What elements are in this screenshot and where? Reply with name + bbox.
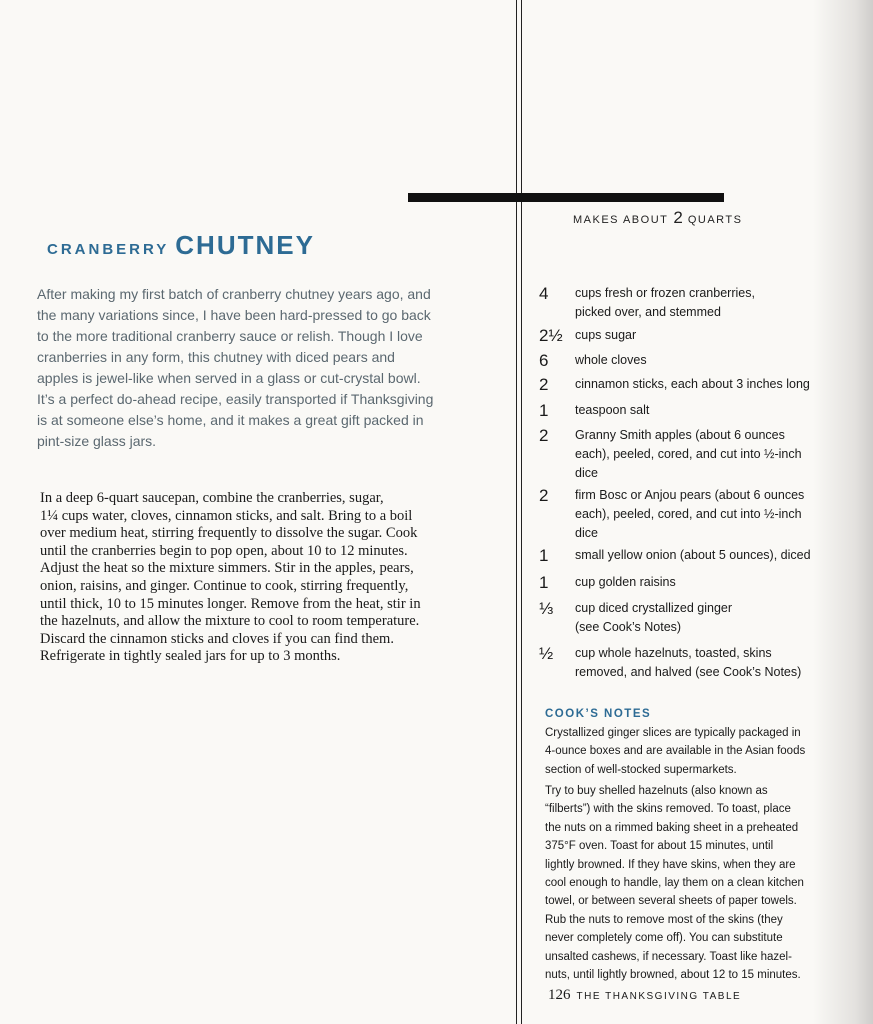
intro-line: cranberries in any form, this chutney with diced pears and — [37, 349, 395, 365]
ingredient-desc: cups fresh or frozen cranberries, picked over, and stemmed — [575, 286, 755, 319]
recipe-title — [47, 230, 315, 261]
ingredient-desc: small yellow onion (about 5 ounces), diced — [575, 548, 811, 562]
header-rule — [408, 193, 724, 202]
recipe-intro — [37, 284, 497, 452]
ingredient-item — [539, 546, 839, 565]
intro-line: pint-size glass jars. — [37, 433, 157, 449]
ingredient-item — [539, 486, 839, 543]
ingredient-item — [539, 284, 839, 322]
yield-amount: 2 — [673, 208, 683, 227]
ingredient-desc: whole cloves — [575, 353, 647, 367]
ingredient-desc: cinnamon sticks, each about 3 inches long — [575, 377, 810, 391]
method-line: until thick, 10 to 15 minutes longer. Remove from the heat, stir in — [40, 595, 421, 612]
recipe-title-large: CHUTNEY — [175, 230, 315, 260]
ingredient-qty: 2 — [539, 375, 549, 394]
ingredient-desc: firm Bosc or Anjou pears (about 6 ounces each), peeled, cored, and cut into ½-inch dice — [575, 488, 805, 540]
ingredient-qty: 2 — [539, 486, 549, 505]
ingredient-qty: ⅓ — [539, 599, 554, 618]
ingredient-qty: 6 — [539, 351, 549, 370]
recipe-method — [40, 490, 480, 666]
recipe-title-small: CRANBERRY — [47, 241, 170, 258]
ingredient-item — [539, 375, 839, 394]
intro-line: to the more traditional cranberry sauce or relish. Though I love — [37, 328, 423, 344]
page-footer — [548, 986, 741, 1004]
intro-line: the many variations since, I have been hard-pressed to go back — [37, 307, 431, 323]
ingredient-qty: 1 — [539, 573, 549, 592]
ingredient-desc: cups sugar — [575, 328, 637, 342]
ingredient-qty: 1 — [539, 546, 549, 565]
method-line: 1¼ cups water, cloves, cinnamon sticks, and salt. Bring to a boil — [40, 507, 413, 524]
ingredient-item — [539, 401, 839, 420]
ingredient-desc: cup diced crystallized ginger (see Cook’s Notes) — [575, 601, 733, 634]
ingredient-item — [539, 426, 839, 483]
ingredient-qty: 2½ — [539, 326, 563, 345]
intro-line: is at someone else’s home, and it makes a great gift packed in — [37, 412, 424, 428]
method-line: In a deep 6-quart saucepan, combine the cranberries, sugar, — [40, 490, 384, 506]
ingredient-item — [539, 644, 839, 682]
yield-prefix: MAKES ABOUT — [573, 214, 669, 226]
cooks-notes-heading: COOK’S NOTES — [545, 708, 652, 720]
ingredient-qty: 2 — [539, 426, 549, 445]
gutter-line-right — [521, 0, 522, 1024]
gutter-line-left — [516, 0, 517, 1024]
ingredient-qty: ½ — [539, 644, 554, 663]
method-line: the hazelnuts, and allow the mixture to cool to room temperature. — [40, 613, 420, 630]
method-line: Adjust the heat so the mixture simmers. Stir in the apples, pears, — [40, 560, 414, 577]
book-title: THE THANKSGIVING TABLE — [576, 991, 742, 1002]
page-number: 126 — [548, 987, 571, 1003]
ingredient-item — [539, 351, 839, 370]
ingredient-item — [539, 573, 839, 592]
ingredient-item — [539, 326, 839, 345]
ingredient-desc: Granny Smith apples (about 6 ounces each), peeled, cored, and cut into ½-inch dice — [575, 428, 802, 480]
cooks-note-ginger: Crystallized ginger slices are typically packaged in 4-ounce boxes and are available in the Asian foods section of well-stocked supermarkets. — [545, 727, 806, 776]
ingredient-desc: teaspoon salt — [575, 403, 650, 417]
method-line: over medium heat, stirring frequently to dissolve the sugar. Cook — [40, 525, 418, 542]
method-line: Refrigerate in tightly sealed jars for up to 3 months. — [40, 648, 341, 665]
ingredient-item — [539, 599, 839, 637]
yield-unit: QUARTS — [687, 214, 743, 226]
method-line: onion, raisins, and ginger. Continue to cook, stirring frequently, — [40, 577, 409, 594]
intro-line: apples is jewel-like when served in a glass or cut-crystal bowl. — [37, 370, 421, 386]
method-line: Discard the cinnamon sticks and cloves if you can find them. — [40, 630, 394, 647]
ingredient-desc: cup golden raisins — [575, 575, 676, 589]
ingredient-qty: 4 — [539, 284, 549, 303]
cooks-note-hazelnuts: Try to buy shelled hazelnuts (also known as “filberts”) with the skins removed. To toast, place the nuts on a rimmed baking sheet in a preheated 375°F oven. Toast for about 15 minutes, until lightly browned. If they have skins, when they are cool enough to handle, lay them on a clean kitchen towel, or between several sheets of paper towels. Rub the nuts to remove most of the skins (they never completely come off). You can substitute unsalted cashews, if necessary. Toast like hazel- nuts, until lightly browned, about 12 to 15 minutes. — [545, 785, 804, 982]
method-line: until the cranberries begin to pop open, about 10 to 12 minutes. — [40, 542, 408, 559]
intro-line: After making my first batch of cranberry chutney years ago, and — [37, 286, 431, 302]
intro-line: It’s a perfect do-ahead recipe, easily transported if Thanksgiving — [37, 391, 434, 407]
yield-label — [573, 208, 742, 228]
ingredient-desc: cup whole hazelnuts, toasted, skins removed, and halved (see Cook’s Notes) — [575, 646, 802, 679]
ingredient-qty: 1 — [539, 401, 549, 420]
